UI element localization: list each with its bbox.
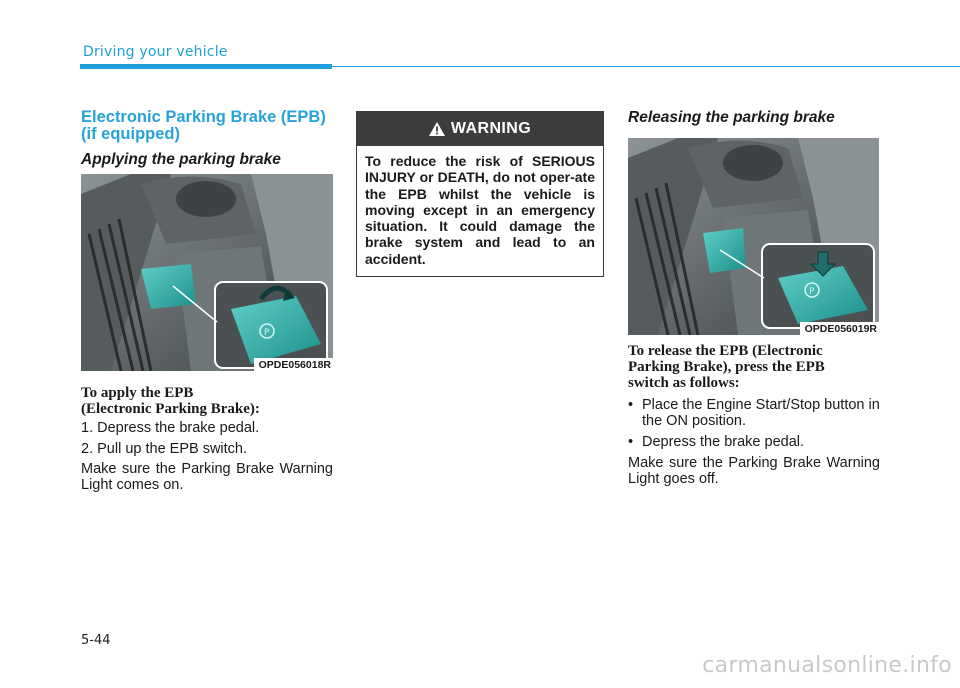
apply-intro (81, 385, 260, 417)
release-image-code: OPDE056019R (800, 322, 879, 335)
watermark: carmanualsonline.info (702, 653, 952, 678)
release-intro: To release the EPB (Electronic Parking Brake), press the EPB switch as follows: (628, 343, 825, 391)
bullet-dot-icon: • (628, 397, 634, 413)
header-rule-thick (80, 64, 332, 69)
apply-note: Make sure the Parking Brake Warning Light comes on. (81, 461, 333, 493)
apply-intro-line2: (Electronic Parking Brake): (81, 401, 260, 417)
epb-title-line1: Electronic Parking Brake (EPB) (81, 108, 326, 126)
page-number: 5-44 (81, 633, 111, 648)
apply-steps (81, 420, 333, 457)
epb-title (81, 109, 336, 143)
apply-epb-illustration (81, 174, 333, 371)
apply-step-1: 1. Depress the brake pedal. (81, 420, 260, 436)
svg-text:P: P (264, 328, 270, 338)
warning-triangle-icon (429, 122, 445, 136)
release-note: Make sure the Parking Brake Warning Light goes off. (628, 455, 880, 487)
release-heading: Releasing the parking brake (628, 109, 835, 126)
apply-image-code: OPDE056018R (254, 358, 333, 371)
warning-text: To reduce the risk of SERIOUS INJURY or DEATH, do not oper-ate the EPB whilst the vehicle is moving except in an emergency situation. It could damage the brake system and lead to an accident. (365, 153, 595, 267)
console-apply-drawing (81, 174, 333, 371)
apply-intro-line1: To apply the EPB (81, 385, 194, 401)
console-release-drawing (628, 138, 879, 335)
release-bullet-1 (628, 397, 880, 429)
epb-title-line2: (if equipped) (81, 125, 180, 143)
warning-box (356, 111, 604, 277)
warning-label: WARNING (450, 120, 532, 137)
release-bullet-1-text: Place the Engine Start/Stop button in the ON position. (642, 397, 880, 429)
section-title: Driving your vehicle (83, 44, 228, 60)
release-bullet-2-text: Depress the brake pedal. (642, 434, 805, 450)
release-epb-illustration (628, 138, 879, 335)
apply-heading: Applying the parking brake (81, 151, 281, 168)
apply-step-2: 2. Pull up the EPB switch. (81, 441, 248, 457)
release-bullets (628, 397, 880, 450)
bullet-dot-icon: • (628, 434, 634, 450)
warning-header (357, 112, 603, 146)
svg-text:P: P (809, 287, 815, 297)
header-rule-thin (332, 66, 960, 67)
release-bullet-2 (628, 434, 880, 450)
